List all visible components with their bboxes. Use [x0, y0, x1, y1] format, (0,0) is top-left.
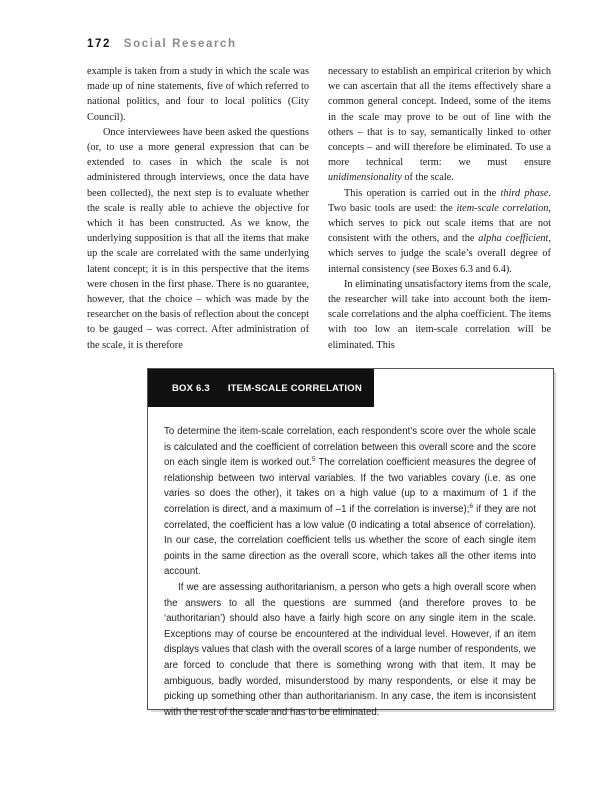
box-paragraph-1: To determine the item-scale correlation, each respondent’s score over the whole scale is calculated and the coefficient of correlation between this overall score and the score on each single item is worked out.$^5$ The correlation coefficient measures the degree of relationship between two interval variables. If the two variables covary (i.e. as one varies so does the other), it takes on a high value (up to a maximum of 1 if the correlation is direct, and a maximum of –1 if the correlation is inverse);$^6$ if they are not correlated, the coefficient has a low value (0 indicating a total absence of correlation). In our case, the correlation coefficient tells us whether the score of each single item points in the same direction as the overall score, which takes all the other items into account.	[164, 426, 536, 578]
left-column	[87, 64, 309, 353]
page-number: 172	[87, 38, 111, 50]
right-paragraph-1: necessary to establish an empirical criterion by which we can ascertain that all the items effectively share a common general concept. Indeed, some of the items in the scale may prove to be out of line with the others – that is to say, semantically linked to other concepts – and will therefore be eliminated. To use a more technical term: we must ensure unidimensionality of the scale.	[328, 66, 551, 184]
box-body	[164, 424, 536, 720]
footnote-ref-6: 6	[469, 502, 474, 510]
running-title: Social Research	[123, 38, 237, 50]
left-paragraph-2: Once interviewees have been asked the questions (or, to use a more general expression that can be extended to cases in which the scale is not administered through interviews, once the data have been collected), the next step is to evaluate whether the scale is really able to achieve the objective for which it has been constructed. As we know, the underlying supposition is that all the items that make up the scale are correlated with the same underlying latent concept; it is in this perspective that the items were chosen in the first phase. There is no guarantee, however, that the choice – which was made by the researcher on the basis of reflection about the concept to be gauged – was correct. After administration of the scale, it is therefore	[87, 126, 309, 351]
box-paragraph-2: If we are assessing authoritarianism, a person who gets a high overall score when the answers to all the questions are summed (and therefore proves to be ‘authoritarian’) should also have a fairly high score on any single item in the scale. Exceptions may of course be encountered at the individual level. However, if an item displays values that clash with the overall scores of a large number of respondents, we are forced to conclude that there is something wrong with that item. It may be ambiguous, badly worded, misunderstood by many respondents, or else it may be picking up something other than authoritarianism. In any case, the item is inconsistent with the rest of the scale and has to be eliminated.	[164, 581, 536, 718]
box-title: ITEM-SCALE CORRELATION	[227, 382, 362, 394]
box-number: BOX 6.3	[172, 382, 210, 394]
box-6-3	[147, 368, 554, 718]
running-head	[87, 38, 237, 50]
right-paragraph-2: This operation is carried out in the third phase. Two basic tools are used: the item-scale correlation, which serves to pick out scale items that are not consistent with the others, and the alpha coefficient, which serves to judge the scale’s overall degree of internal consistency (see Boxes 6.3 and 6.4).	[328, 187, 551, 275]
right-paragraph-3: In eliminating unsatisfactory items from the scale, the researcher will take into account both the item-scale correlations and the alpha coefficient. The items with too low an item-scale correlation will be eliminated. This	[328, 278, 551, 351]
right-column	[328, 64, 551, 353]
left-paragraph-1: example is taken from a study in which the scale was made up of nine statements, five of which referred to national politics, and four to local politics (City Council).	[87, 66, 309, 123]
footnote-ref-5: 5	[311, 455, 316, 463]
box-header	[148, 369, 374, 407]
